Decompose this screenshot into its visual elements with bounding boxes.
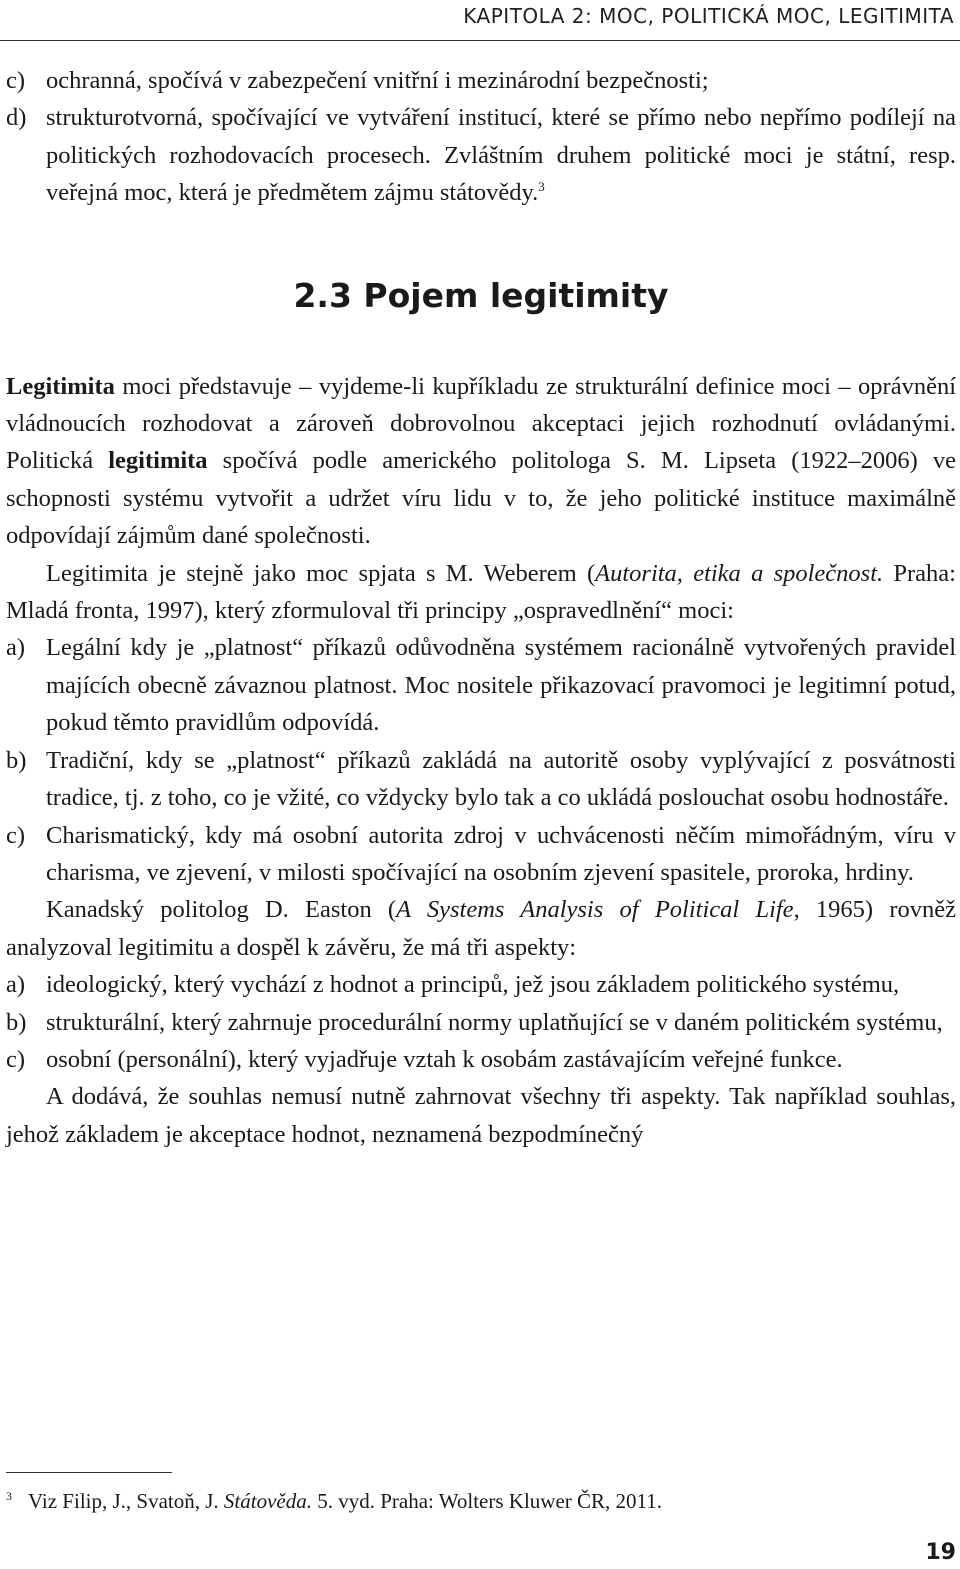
section-title: 2.3 Pojem legitimity [293,275,669,315]
list-item [6,1004,956,1041]
running-header: KAPITOLA 2: MOC, POLITICKÁ MOC, LEGITIMITA [463,4,954,28]
list-item-text: strukturální, který zahrnuje procedurální normy uplatňující se v daném politickém systému, [46,1008,943,1036]
footnote-text: Viz Filip, J., Svatoň, J. [28,1489,224,1513]
paragraph-easton [6,891,956,966]
list-item-label: b) [6,746,27,774]
list-item-text: strukturotvorná, spočívající ve vytváření institucí, které se přímo nebo nepřímo podílejí na politických rozhodovacích procesech. Zvláštním druhem politické moci je státní, resp. veřejná moc, která je předmětem zájmu státovědy. [46,104,956,207]
list-item [6,966,956,1003]
footnote-reference[interactable]: 3 [538,179,545,195]
footnote-marker: 3 [6,1489,12,1503]
list-item [6,817,956,892]
bold-term: Legitimita [6,372,115,400]
footnote [6,1482,662,1515]
list-item-label: c) [6,821,26,849]
header-divider [0,40,960,41]
page-body [6,62,956,1153]
easton-aspects-list [6,966,956,1078]
list-item [6,629,956,741]
book-title: A Systems Analysis of Political Life [396,896,794,924]
paragraph-weber [6,555,956,630]
list-item-text: Legální kdy je „platnost“ příkazů odůvodněna systémem racionálně vytvořených pravidel majících obecně závaznou platnost. Moc nositele přikazovací pravomoci je legitimní potud, pokud těmto pravidlům odpovídá. [46,634,956,737]
paragraph-text: Kanadský politolog D. Easton ( [46,896,397,924]
list-item-text: ochranná, spočívá v zabezpečení vnitřní i mezinárodní bezpečnosti; [46,67,709,94]
paragraph-text: spočívá podle amerického politologa S. M. Lipseta (1922–2006) ve schopnosti systému vytvořit a udržet víru lidu v to, že jeho politické instituce maximálně odpovídají zájmům dané společnosti. [6,447,957,550]
list-item-label: d) [6,104,27,132]
list-item-label: b) [6,1008,27,1036]
book-title: Autorita, etika a společnost. [595,559,884,587]
list-item [6,99,956,211]
list-item-label: a) [6,971,26,999]
footnote-text: 5. vyd. Praha: Wolters Kluwer ČR, 2011. [311,1489,663,1513]
list-item-text: Charismatický, kdy má osobní autorita zdroj v uchvácenosti něčím mimořádným, víru v charisma, ve zjevení, v milosti spočívající na osobním zjevení spasitele, proroka, hrdiny. [46,821,956,886]
list-item [6,62,956,99]
paragraph-text: , 1965) rovněž analyzoval legitimitu a dospěl k závěru, že má tři aspekty: [6,896,956,961]
list-item-text: osobní (personální), který vyjadřuje vztah k osobám zastávajícím veřejné funkce. [46,1045,843,1073]
list-item-text: Tradiční, kdy se „platnost“ příkazů zakládá na autoritě osoby vyplývající z posvátnosti tradice, tj. z toho, co je vžité, co vždycky bylo tak a co ukládá poslouchat osobu hodnostáře. [46,746,956,812]
paragraph-conclusion: A dodává, že souhlas nemusí nutně zahrnovat všechny tři aspekty. Tak například souhlas, jehož základem je akceptace hodnot, neznamená bezpodmínečný [6,1083,956,1148]
list-item-label: c) [6,1045,26,1073]
paragraph-legitimita [6,368,956,555]
list-item [6,742,956,817]
bold-term: legitimita [108,447,208,475]
page-number: 19 [925,1540,956,1565]
paragraph-text: Legitimita je stejně jako moc spjata s M. Weberem ( [46,559,596,587]
footnote-divider [6,1472,172,1473]
list-item-text: ideologický, který vychází z hodnot a principů, jež jsou základem politického systému, [46,971,900,999]
footnote-book-title: Státověda. [223,1489,312,1513]
paragraph-text: Praha: Mladá fronta, 1997), který zformuloval tři principy „ospravedlnění“ moci: [6,559,956,625]
weber-principles-list [6,629,956,891]
paragraph-text: moci představuje – vyjdeme-li kupříkladu ze strukturální definice moci – oprávnění vládnoucích rozhodovat a zároveň dobrovolnou akceptaci jejich rozhodnutí ovládanými. Politická [6,372,956,475]
list-item-label: c) [6,67,26,94]
list-item [6,1041,956,1078]
list-item-label: a) [6,634,26,662]
